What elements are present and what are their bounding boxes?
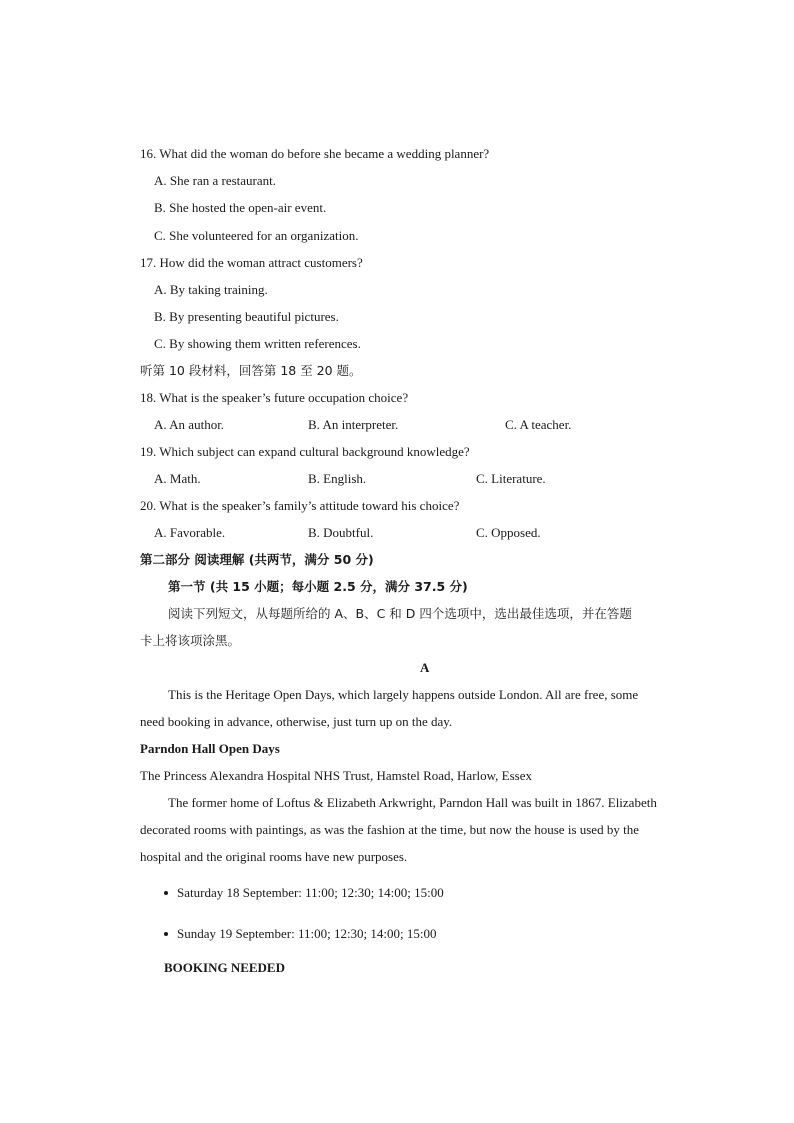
section-one-title: 第一节 (共 15 小题；每小题 2.5 分，满分 37.5 分) — [168, 579, 468, 594]
question-19-stem: 19. Which subject can expand cultural background knowledge? — [140, 444, 470, 459]
question-20-stem: 20. What is the speaker’s family’s attitude toward his choice? — [140, 498, 460, 513]
question-16-option-c: C. She volunteered for an organization. — [154, 228, 359, 243]
reading-instruction-line-1: 阅读下列短文，从每题所给的 A、B、C 和 D 四个选项中，选出最佳选项，并在答题 — [168, 606, 632, 621]
question-17-option-c: C. By showing them written references. — [154, 336, 361, 351]
venue-description-line-1: The former home of Loftus & Elizabeth Arkwright, Parndon Hall was built in 1867. Elizabeth — [168, 795, 657, 810]
schedule-item-text: Saturday 18 September: 11:00; 12:30; 14:00; 15:00 — [177, 885, 444, 900]
question-19-option-b: B. English. — [308, 471, 367, 486]
question-18-option-c: C. A teacher. — [505, 417, 572, 432]
question-17-stem: 17. How did the woman attract customers? — [140, 255, 363, 270]
question-19-option-a: A. Math. — [154, 471, 201, 486]
schedule-item-sunday — [164, 926, 437, 942]
bullet-icon — [164, 891, 168, 895]
booking-notice: BOOKING NEEDED — [164, 960, 285, 975]
question-17-option-b: B. By presenting beautiful pictures. — [154, 309, 339, 324]
passage-label: A — [420, 660, 430, 675]
question-16-option-b: B. She hosted the open-air event. — [154, 200, 327, 215]
part-two-title: 第二部分 阅读理解 (共两节，满分 50 分) — [140, 552, 374, 567]
venue-address: The Princess Alexandra Hospital NHS Trust, Hamstel Road, Harlow, Essex — [140, 768, 533, 783]
question-20-option-b: B. Doubtful. — [308, 525, 374, 540]
bullet-icon — [164, 932, 168, 936]
question-20-option-a: A. Favorable. — [154, 525, 226, 540]
schedule-item-text: Sunday 19 September: 11:00; 12:30; 14:00; 15:00 — [177, 926, 437, 941]
venue-description-line-2: decorated rooms with paintings, as was the fashion at the time, but now the house is used by the — [140, 822, 639, 837]
venue-title: Parndon Hall Open Days — [140, 741, 280, 756]
question-16-stem: 16. What did the woman do before she became a wedding planner? — [140, 146, 490, 161]
listening-instruction-10: 听第 10 段材料，回答第 18 至 20 题。 — [140, 363, 362, 378]
question-19-option-c: C. Literature. — [476, 471, 546, 486]
question-18-stem: 18. What is the speaker’s future occupation choice? — [140, 390, 409, 405]
reading-instruction-line-2: 卡上将该项涂黑。 — [140, 633, 241, 648]
question-18-option-a: A. An author. — [154, 417, 225, 432]
question-16-option-a: A. She ran a restaurant. — [154, 173, 277, 188]
question-18-option-b: B. An interpreter. — [308, 417, 399, 432]
question-17-option-a: A. By taking training. — [154, 282, 268, 297]
passage-intro-line-2: need booking in advance, otherwise, just turn up on the day. — [140, 714, 453, 729]
passage-intro-line-1: This is the Heritage Open Days, which largely happens outside London. All are free, some — [168, 687, 639, 702]
schedule-item-saturday — [164, 885, 444, 901]
venue-description-line-3: hospital and the original rooms have new purposes. — [140, 849, 408, 864]
question-20-option-c: C. Opposed. — [476, 525, 541, 540]
